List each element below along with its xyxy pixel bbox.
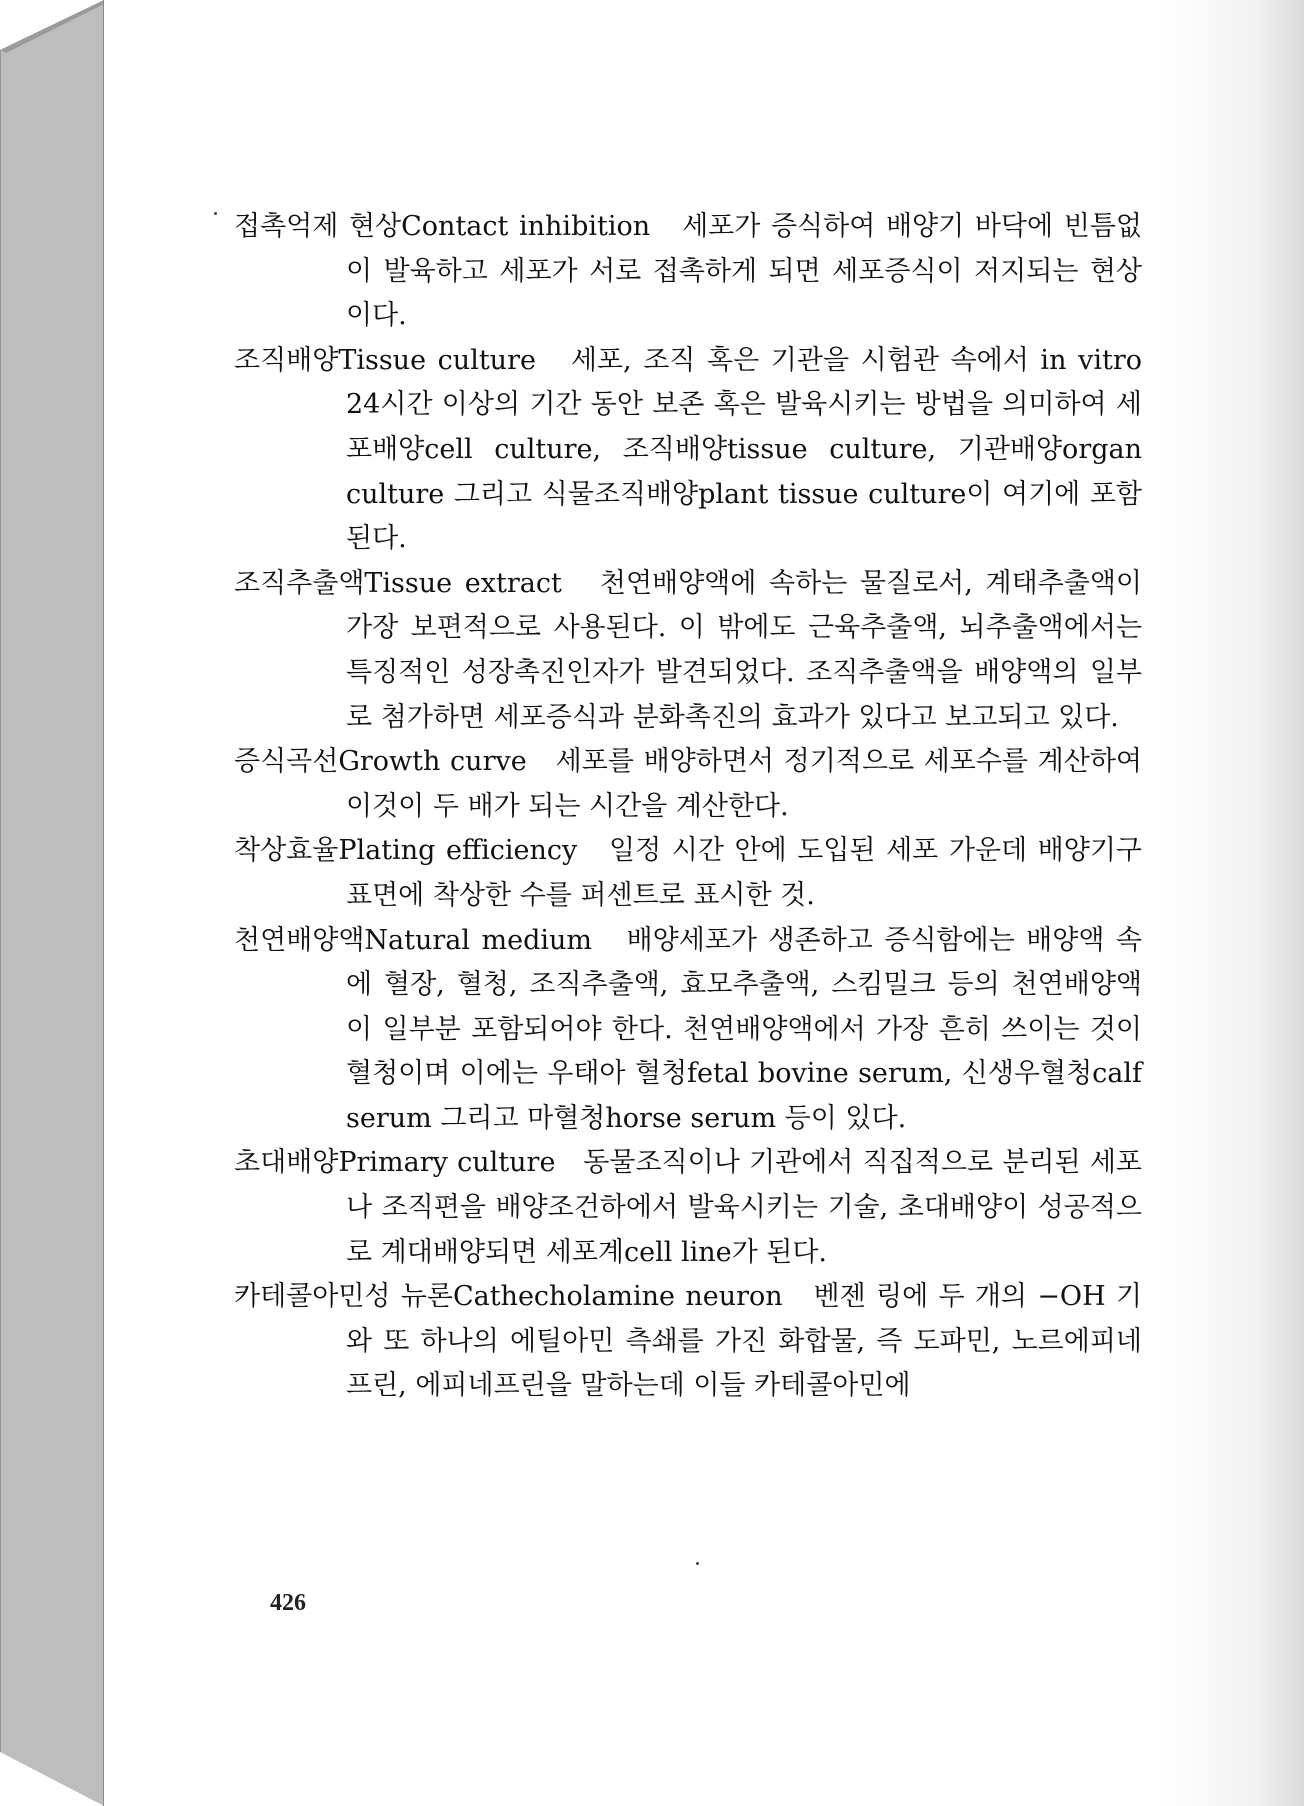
entry-definition: 벤젠 링에 두 개의 −OH 기와 또 하나의 에틸아민 측쇄를 가진 화합물, 즉 도파민, 노르에피네프린, 에피네프린을 말하는데 이들 카테콜아민에 (346, 1281, 1142, 1402)
scan-speck (696, 1562, 699, 1565)
entry-term: 천연배양액Natural medium (234, 924, 593, 956)
entry-definition: 세포를 배양하면서 정기적으로 세포수를 계산하여 이것이 두 배가 되는 시간을 계산한다. (346, 746, 1142, 822)
entry-definition: 일정 시간 안에 도입된 세포 가운데 배양기구 표면에 착상한 수를 퍼센트로 표시한 것. (346, 835, 1142, 911)
entry-definition: 세포가 증식하여 배양기 바닥에 빈틈없이 발육하고 세포가 서로 접촉하게 되면 세포증식이 저지되는 현상이다. (346, 211, 1142, 332)
entry-term: 카테콜아민성 뉴론Cathecholamine neuron (234, 1281, 783, 1313)
book-page (104, 0, 1304, 1806)
glossary-entry (234, 562, 1142, 740)
entry-term: 조직배양Tissue culture (234, 344, 536, 376)
entry-term: 착상효율Plating efficiency (234, 835, 578, 867)
glossary-entry (234, 1141, 1142, 1275)
entry-definition: 배양세포가 생존하고 증식함에는 배양액 속에 혈장, 혈청, 조직추출액, 효모추출액, 스킴밀크 등의 천연배양액이 일부분 포함되어야 한다. 천연배양액에서 가장 흔히 쓰이는 것이 혈청이며 이에는 우태아 혈청fetal bovine serum, 신생우혈청calf serum 그리고 마혈청horse serum 등이 있다. (346, 924, 1143, 1134)
entry-definition: 동물조직이나 기관에서 직집적으로 분리된 세포나 조직편을 배양조건하에서 발육시키는 기술, 초대배양이 성공적으로 계대배양되면 세포계cell line가 된다. (346, 1147, 1143, 1268)
glossary-entry (234, 740, 1142, 829)
entry-term: 증식곡선Growth curve (234, 746, 527, 778)
entry-term: 조직추출액Tissue extract (234, 567, 562, 599)
entry-definition: 천연배양액에 속하는 물질로서, 계태추출액이 가장 보편적으로 사용된다. 이 밖에도 근육추출액, 뇌추출액에서는 특징적인 성장촉진인자가 발견되었다. 조직추출액을 배양액의 일부로 첨가하면 세포증식과 분화촉진의 효과가 있다고 보고되고 있다. (346, 567, 1143, 733)
glossary-entry (234, 339, 1142, 562)
glossary-entries (234, 205, 1142, 1409)
glossary-entry (234, 205, 1142, 339)
glossary-entry (234, 829, 1142, 918)
glossary-entry (234, 1275, 1142, 1409)
entry-term: 접촉억제 현상Contact inhibition (234, 211, 651, 242)
glossary-entry (234, 919, 1142, 1142)
entry-definition: 세포, 조직 혹은 기관을 시험관 속에서 in vitro 24시간 이상의 기간 동안 보존 혹은 발육시키는 방법을 의미하여 세포배양cell culture, 조직배양tissue culture, 기관배양organ culture 그리고 식물조직배양plant tissue culture이 여기에 포함된다. (346, 344, 1142, 555)
entry-term: 초대배양Primary culture (234, 1147, 556, 1179)
page-number: 426 (270, 1590, 306, 1616)
scan-speck (214, 212, 217, 215)
